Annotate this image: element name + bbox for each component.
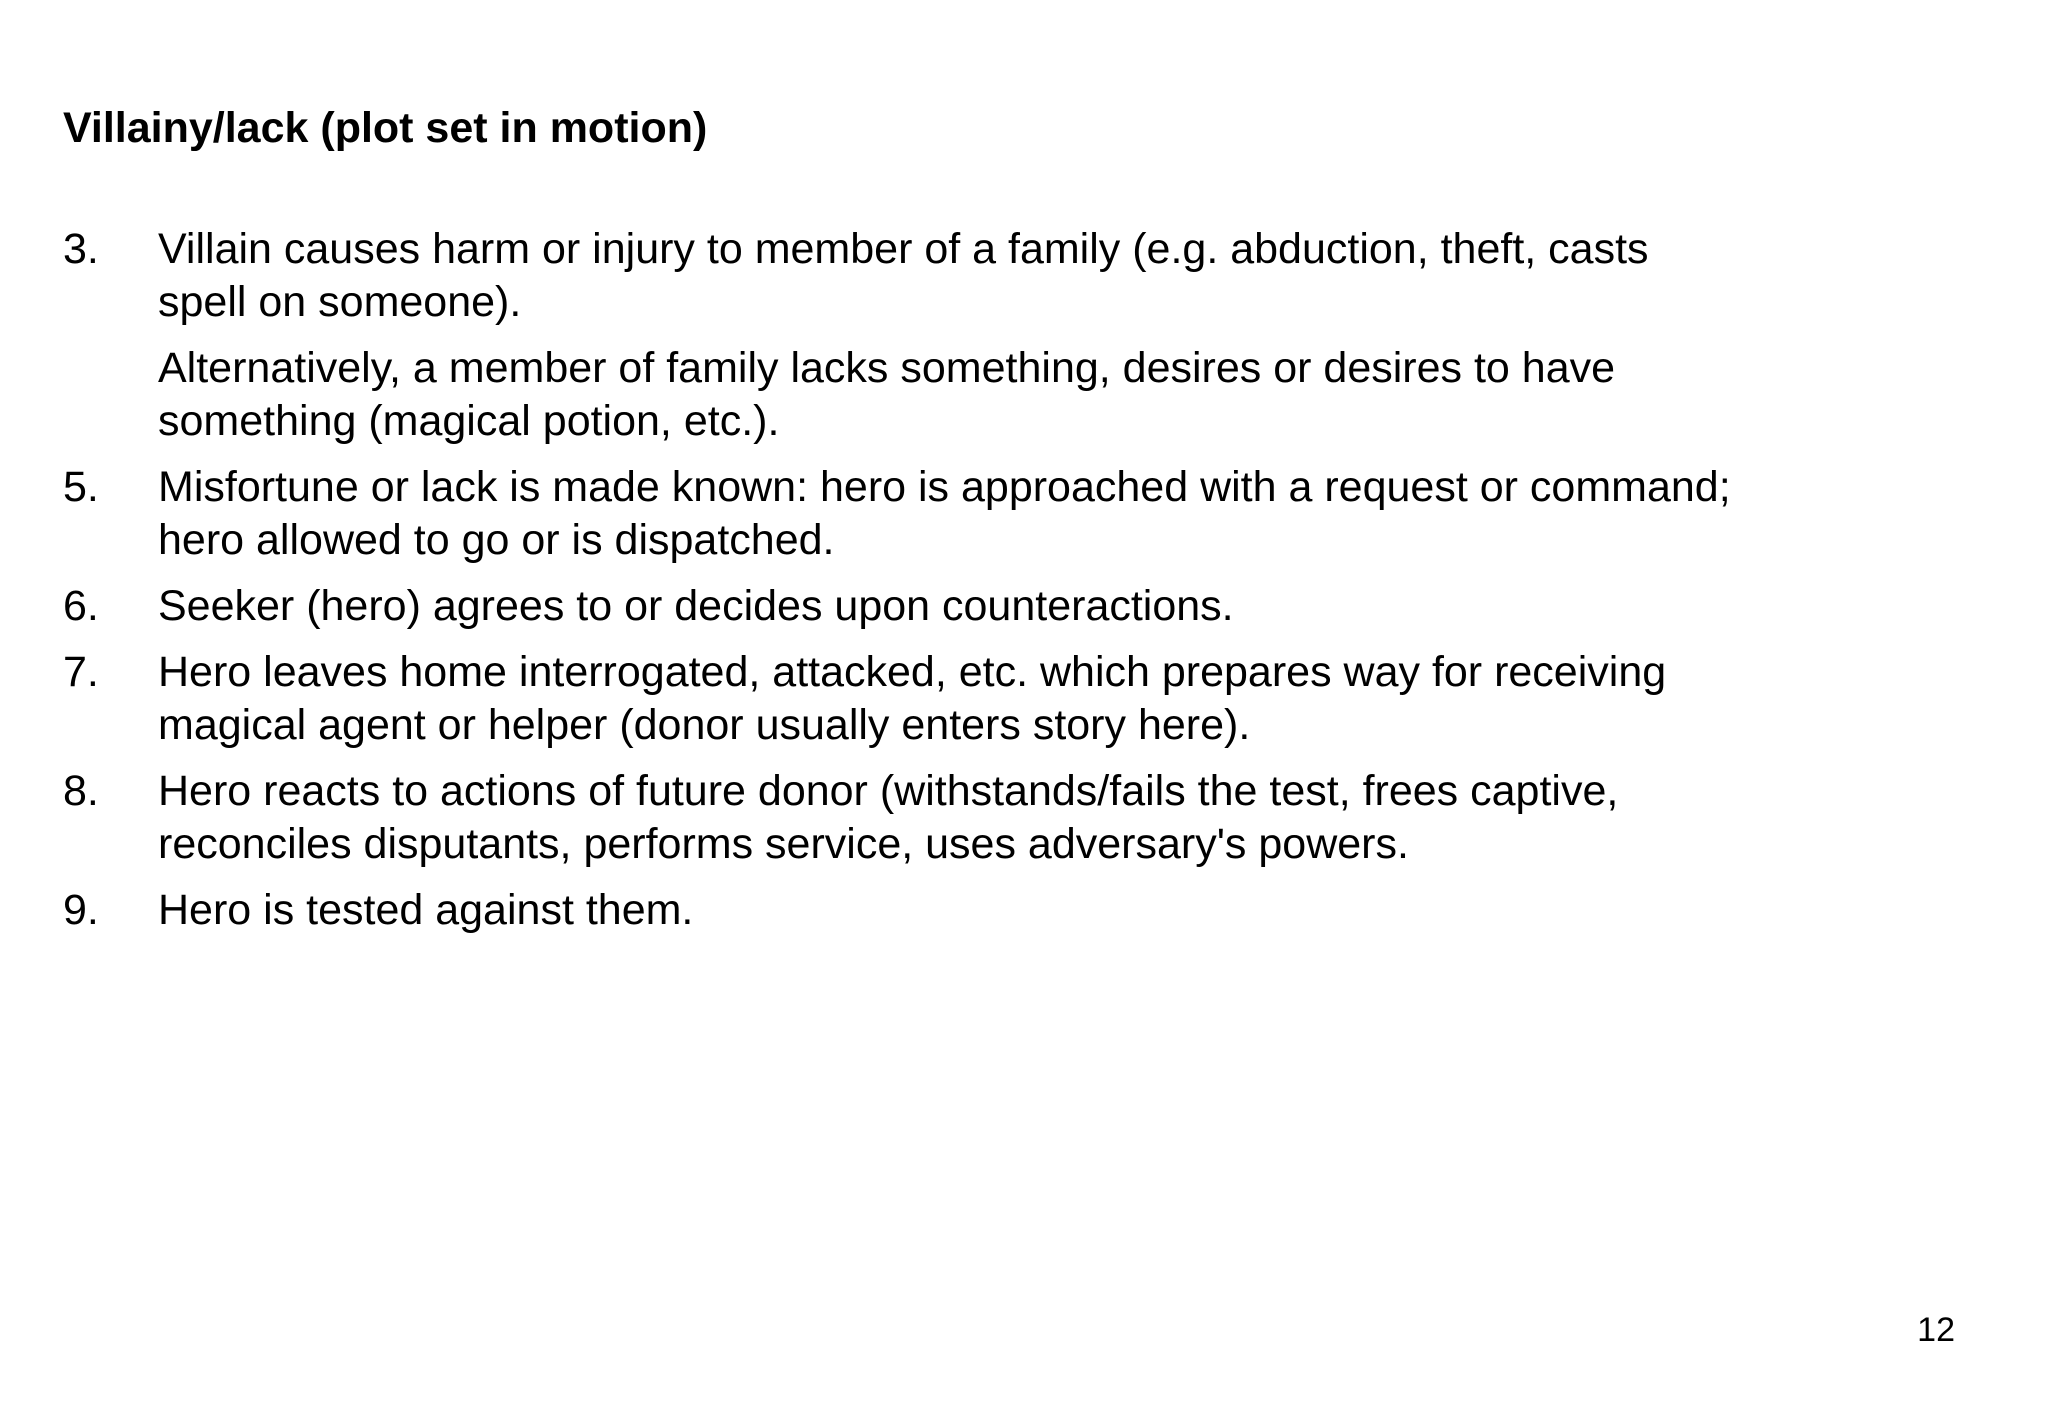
list-item-text: spell on someone). (158, 278, 522, 326)
list-item (63, 884, 1963, 937)
list-item-number: 3. (63, 225, 99, 273)
list-item-text: hero allowed to go or is dispatched. (158, 516, 835, 564)
list-item-text: reconciles disputants, performs service, uses adversary's powers. (158, 820, 1409, 868)
list-item-text: Alternatively, a member of family lacks something, desires or desires to have (158, 344, 1616, 392)
list-item-text: Seeker (hero) agrees to or decides upon counteractions. (158, 582, 1234, 630)
list-item-number: 8. (63, 767, 99, 815)
list-item-number: 6. (63, 582, 99, 630)
list-item-text: something (magical potion, etc.). (158, 397, 780, 445)
list-item-number: 9. (63, 886, 99, 934)
list-item (63, 765, 1963, 871)
list-item (63, 461, 1963, 567)
list-item-text: Hero leaves home interrogated, attacked, etc. which prepares way for receiving (158, 648, 1667, 696)
list-item (63, 646, 1963, 752)
list-item (63, 223, 1963, 448)
list-item-number: 7. (63, 648, 99, 696)
numbered-list (63, 223, 1963, 950)
page-number: 12 (1917, 1311, 1955, 1349)
list-item-text: magical agent or helper (donor usually enters story here). (158, 701, 1251, 749)
list-item-text: Hero reacts to actions of future donor (withstands/fails the test, frees captive, (158, 767, 1619, 815)
list-item-subparagraph (158, 342, 1963, 448)
list-item (63, 580, 1963, 633)
list-item-text: Villain causes harm or injury to member of a family (e.g. abduction, theft, casts (158, 225, 1649, 273)
slide-heading: Villainy/lack (plot set in motion) (63, 104, 708, 152)
list-item-number: 5. (63, 463, 99, 511)
list-item-text: Misfortune or lack is made known: hero is approached with a request or command; (158, 463, 1731, 511)
list-item-text: Hero is tested against them. (158, 886, 694, 934)
